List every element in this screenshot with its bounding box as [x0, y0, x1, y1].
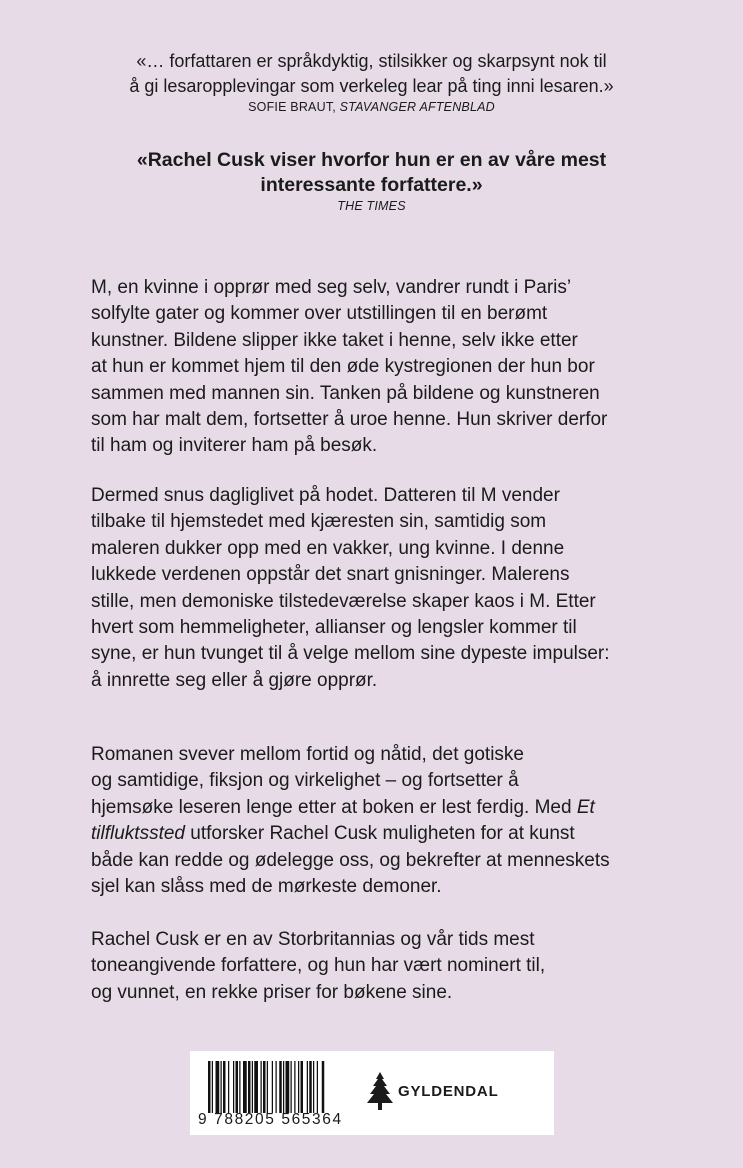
quote-author: SOFIE BRAUT,: [248, 100, 336, 114]
text-line: Dermed snus dagliglivet på hodet. Datteren til M vender: [91, 485, 560, 506]
barcode-icon: [208, 1061, 358, 1113]
barcode-box: [190, 1051, 554, 1135]
text-line: Romanen svever mellom fortid og nåtid, det gotiske: [91, 744, 524, 765]
text-run: utforsker Rachel Cusk muligheten for at kunst: [184, 823, 575, 845]
review-quote-2: [0, 148, 743, 215]
text-line: sjel kan slåss med de mørkeste demoner.: [91, 876, 442, 898]
text-line: [91, 795, 671, 821]
quote-attribution: [0, 99, 743, 116]
blurb-paragraph-3: [91, 742, 671, 900]
publisher-name: GYLDENDAL: [398, 1083, 499, 1100]
text-line: og samtidige, fiksjon og virkelighet – og fortsetter å: [91, 770, 519, 792]
fir-tree-icon: [365, 1071, 395, 1111]
quote-source: STAVANGER AFTENBLAD: [339, 100, 495, 114]
text-line: kunstner. Bildene slipper ikke taket i henne, selv ikke etter: [91, 329, 578, 351]
quote-source: THE TIMES: [337, 199, 406, 213]
text-line: M, en kvinne i opprør med seg selv, vandrer rundt i Paris’: [91, 277, 572, 298]
isbn-number: 9 788205 565364: [198, 1111, 343, 1128]
quote-line: «Rachel Cusk viser hvorfor hun er en av våre mest: [136, 149, 607, 171]
text-line: å innrette seg eller å gjøre opprør.: [91, 669, 378, 691]
text-line: solfylte gater og kommer over utstillingen til en berømt: [91, 303, 548, 325]
quote-line: interessante forfattere.»: [260, 174, 483, 196]
text-line: stille, men demoniske tilstedeværelse skaper kaos i M. Etter: [91, 590, 596, 612]
text-line: og vunnet, en rekke priser for bøkene sine.: [91, 981, 453, 1003]
text-line: lukkede verdenen oppstår det snart gnisninger. Malerens: [91, 564, 570, 586]
blurb-paragraph-2: [91, 483, 671, 694]
quote-line: «… forfattaren er språkdyktig, stilsikker og skarpsynt nok til: [136, 51, 607, 71]
quote-line: å gi lesaropplevingar som verkeleg lear på ting inni lesaren.»: [129, 76, 614, 96]
text-line: tilbake til hjemstedet med kjæresten sin, samtidig som: [91, 511, 547, 533]
text-run: hjemsøke leseren lenge etter at boken er lest ferdig. Med: [91, 796, 577, 818]
book-title-part: Et: [576, 796, 595, 818]
text-line: at hun er kommet hjem til den øde kystregionen der hun bor: [91, 356, 595, 378]
text-line: toneangivende forfattere, og hun har vært nominert til,: [91, 955, 546, 977]
blurb-paragraph-1: [91, 275, 671, 460]
book-title-part: tilfluktssted: [91, 823, 185, 845]
text-line: Rachel Cusk er en av Storbritannias og vår tids mest: [91, 929, 535, 950]
author-bio-paragraph: [91, 927, 671, 1006]
text-line: syne, er hun tvunget til å velge mellom sine dypeste impulser:: [91, 643, 610, 665]
text-line: [91, 821, 671, 847]
text-line: til ham og inviterer ham på besøk.: [91, 435, 378, 457]
text-line: som har malt dem, fortsetter å uroe henne. Hun skriver derfor: [91, 409, 608, 431]
quote-attribution: [0, 198, 743, 215]
review-quote-1: [0, 49, 743, 116]
text-line: både kan redde og ødelegge oss, og bekrefter at menneskets: [91, 849, 610, 871]
text-line: sammen med mannen sin. Tanken på bildene og kunstneren: [91, 382, 600, 404]
text-line: hvert som hemmeligheter, allianser og lengsler kommer til: [91, 617, 577, 639]
text-line: maleren dukker opp med en vakker, ung kvinne. I denne: [91, 537, 565, 559]
